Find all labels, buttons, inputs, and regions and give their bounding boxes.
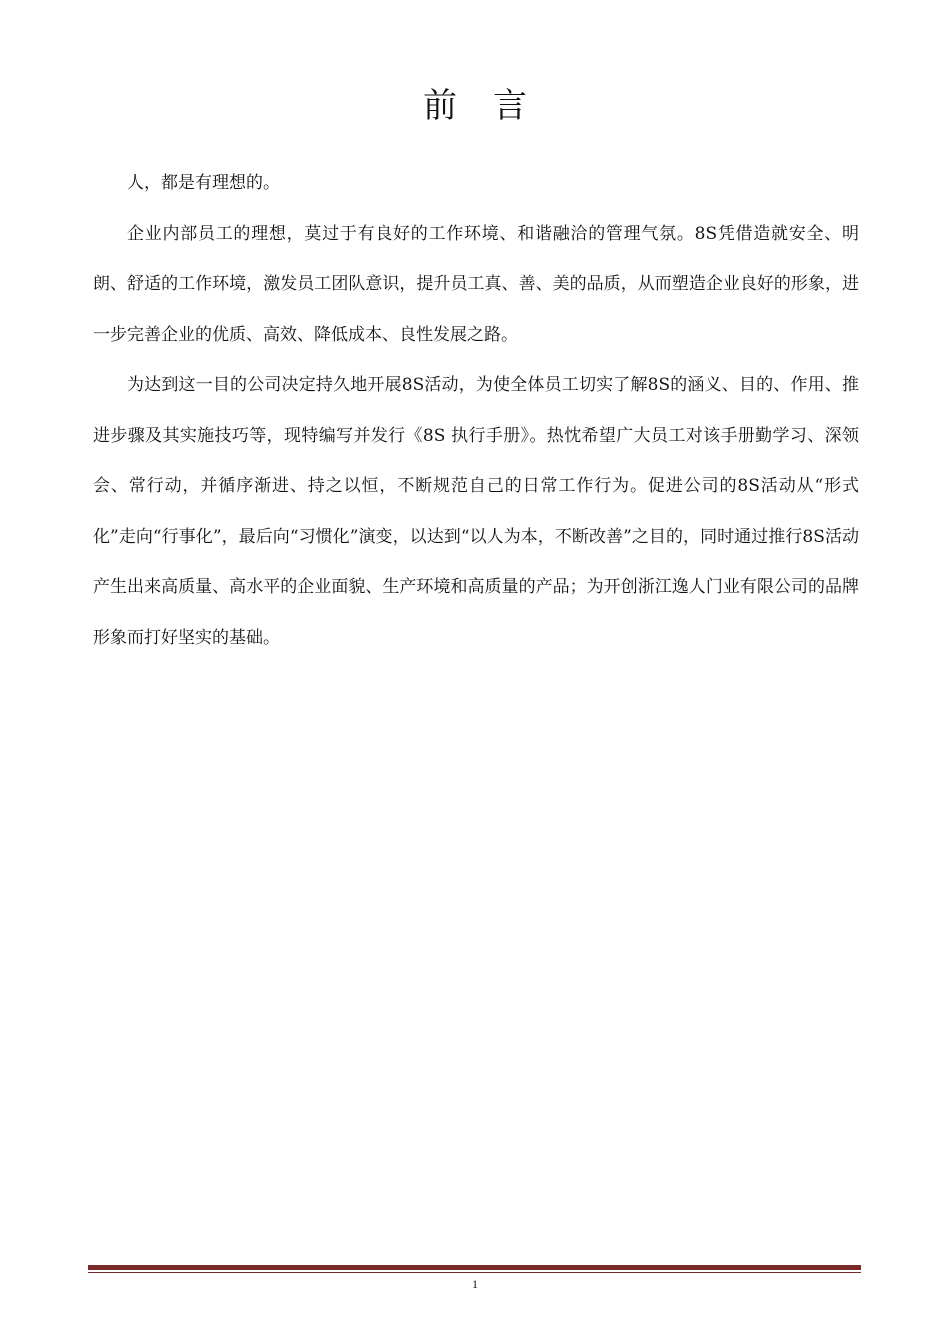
paragraph-1: 人，都是有理想的。 [127,173,280,193]
footer-rule-thin [88,1272,861,1273]
paragraph-2: 企业内部员工的理想，莫过于有良好的工作环境、和谐融洽的管理气氛。8S凭借造就安全、明朗、舒适的工作环境，激发员工团队意识，提升员工真、善、美的品质，从而塑造企业良好的形象，进一步完善企业的优质、高效、降低成本、良性发展之路。 [93,223,859,345]
paragraph-3: 为达到这一目的公司决定持久地开展8S活动，为使全体员工切实了解8S的涵义、目的、作用、推进步骤及其实施技巧等，现特编写并发行《8S 执行手册》。热忱希望广大员工对该手册勤学习、深领会、常行动，并循序渐进、持之以恒，不断规范自己的日常工作行为。促进公司的8S活动从“形式化”走向“行事化”，最后向“习惯化”演变，以达到“以人为本，不断改善”之目的，同时通过推行8S活动产生出来高质量、高水平的企业面貌、生产环境和高质量的产品；为开创浙江逸人门业有限公司的品牌形象而打好坚实的基础。 [93,375,859,648]
page-title: 前言 [423,86,563,126]
preface-body [93,158,859,663]
page-number: 1 [472,1277,478,1291]
footer-rule-thick [88,1265,861,1270]
